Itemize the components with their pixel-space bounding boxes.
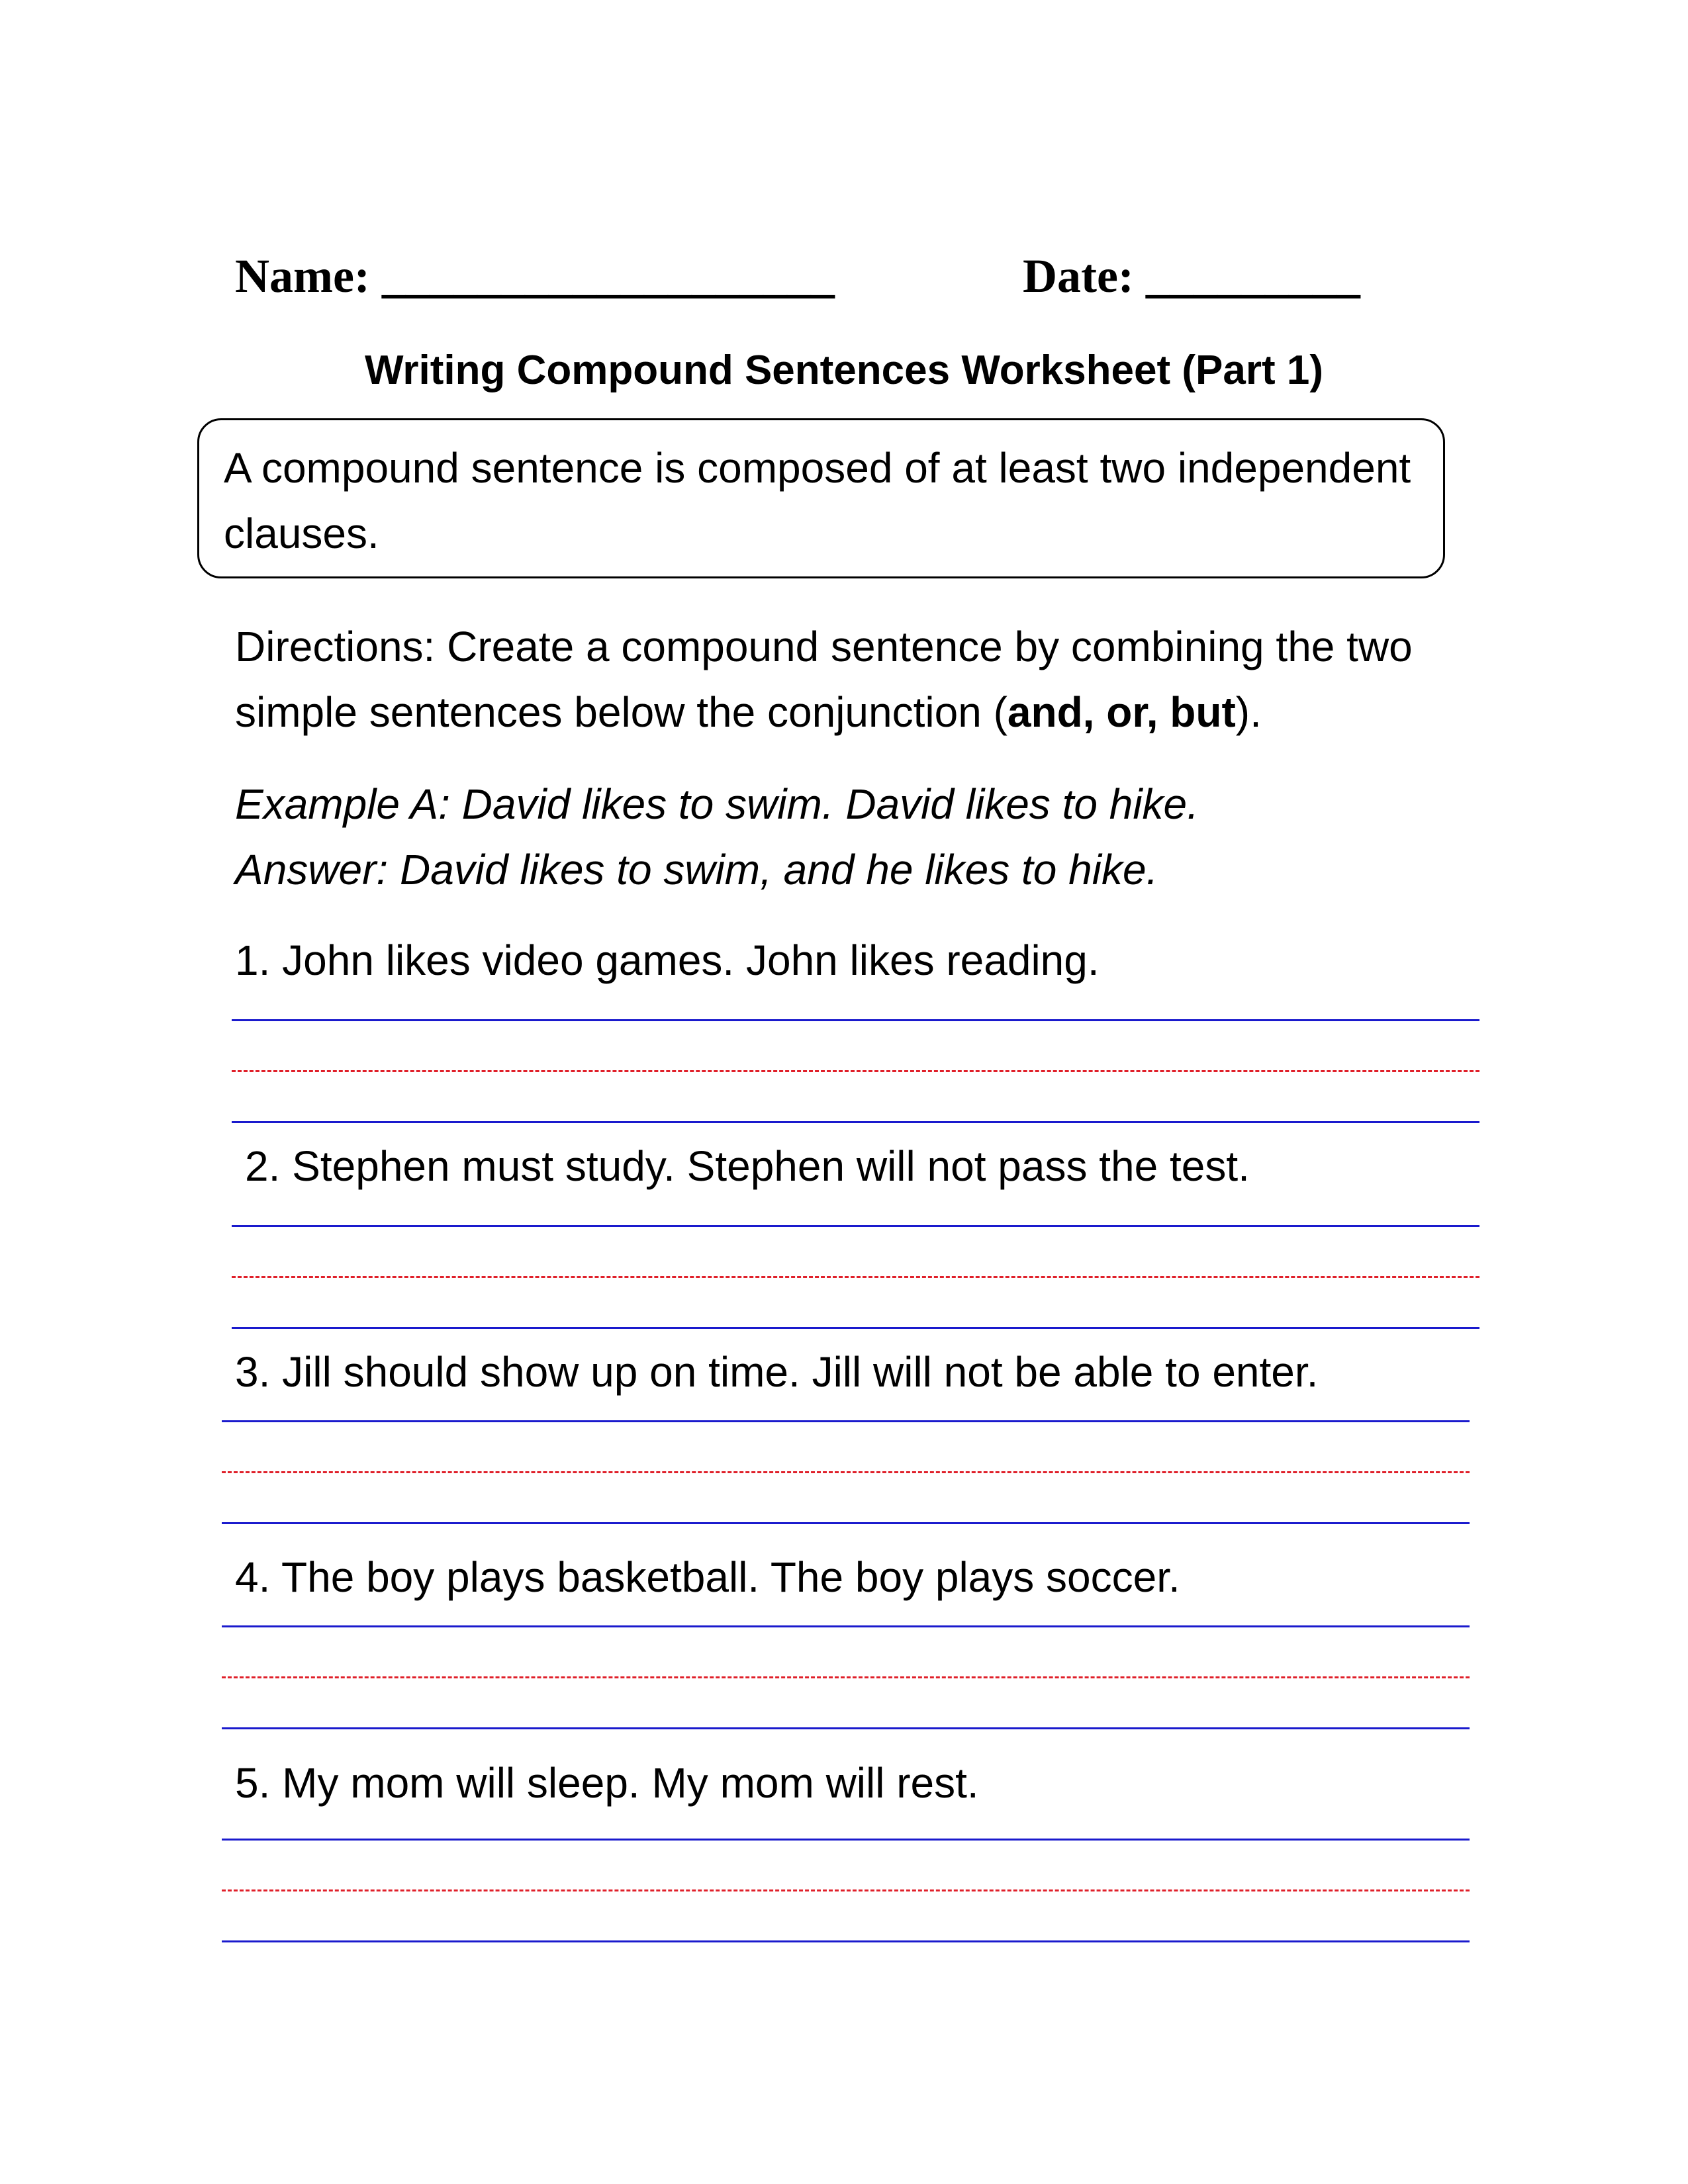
answer-4-top-line[interactable] — [222, 1625, 1470, 1627]
question-5: 5. My mom will sleep. My mom will rest. — [235, 1759, 979, 1807]
answer-4-base-line[interactable] — [222, 1727, 1470, 1729]
answer-5-mid-line — [222, 1889, 1470, 1891]
definition-text: A compound sentence is composed of at least two independent clauses. — [224, 444, 1411, 557]
directions-end: ). — [1235, 688, 1262, 736]
name-field-label: Name: ___________________ — [235, 250, 835, 302]
directions-text — [235, 614, 1532, 745]
directions-intro: Directions: Create a compound sentence by combining the two simple sentences below the conjunction ( — [235, 623, 1413, 736]
answer-3-base-line[interactable] — [222, 1522, 1470, 1524]
answer-1-mid-line — [232, 1070, 1479, 1072]
example-prompt: Example A: David likes to swim. David likes to hike. — [235, 780, 1199, 828]
question-4: 4. The boy plays basketball. The boy plays soccer. — [235, 1553, 1180, 1601]
answer-2-mid-line — [232, 1276, 1479, 1278]
answer-1-base-line[interactable] — [232, 1121, 1479, 1123]
answer-5-top-line[interactable] — [222, 1839, 1470, 1841]
example-answer: Answer: David likes to swim, and he likes to hike. — [235, 846, 1158, 893]
question-3: 3. Jill should show up on time. Jill will not be able to enter. — [235, 1348, 1319, 1396]
date-field-label: Date: _________ — [1023, 250, 1360, 302]
answer-2-top-line[interactable] — [232, 1225, 1479, 1227]
answer-2-base-line[interactable] — [232, 1327, 1479, 1329]
question-1: 1. John likes video games. John likes reading. — [235, 936, 1100, 984]
answer-4-mid-line — [222, 1676, 1470, 1678]
answer-1-top-line[interactable] — [232, 1019, 1479, 1021]
answer-5-base-line[interactable] — [222, 1940, 1470, 1942]
question-2: 2. Stephen must study. Stephen will not pass the test. — [245, 1142, 1250, 1190]
answer-3-top-line[interactable] — [222, 1420, 1470, 1422]
page-title: Writing Compound Sentences Worksheet (Part 1) — [364, 347, 1323, 393]
conjunctions-list: and, or, but — [1007, 688, 1236, 736]
answer-3-mid-line — [222, 1471, 1470, 1473]
